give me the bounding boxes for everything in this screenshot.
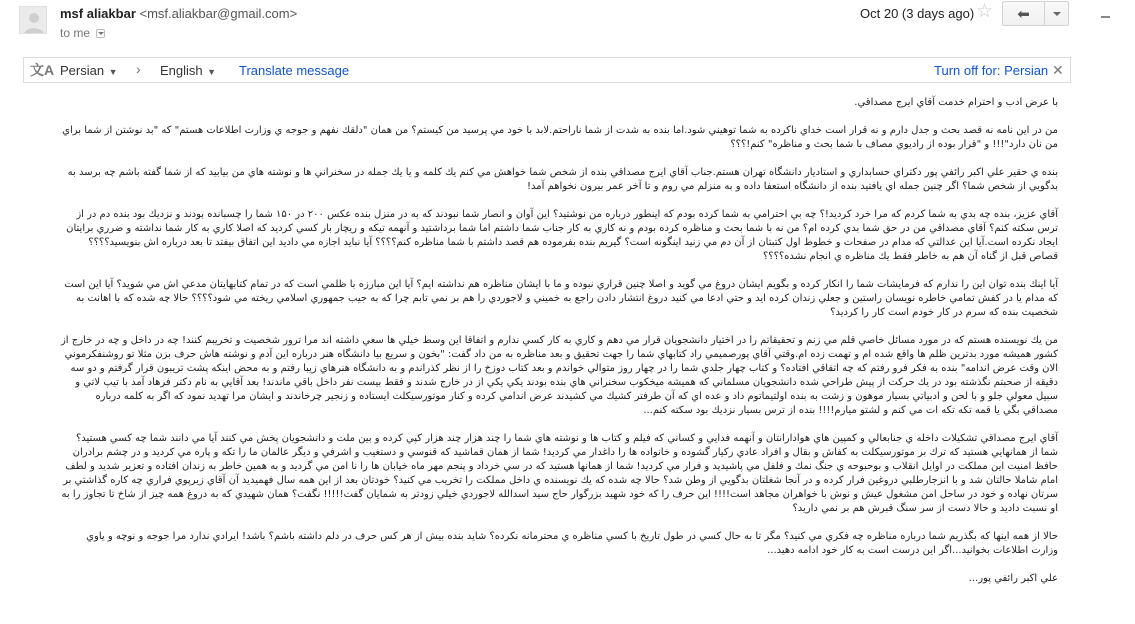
avatar[interactable]: [19, 6, 47, 34]
star-icon[interactable]: ☆: [976, 1, 994, 22]
recipient-details-dropdown-icon[interactable]: [96, 29, 105, 38]
body-paragraph: آقاي عزيز، بنده چه بدي به شما كردم كه مرا خرد كرديد!؟ چه بي احترامي به شما كرده بودم كه اينطور درباره من نوشتيد؟ اين آوان و انصار شما نبودند كه به در منزل بنده عكس ۲۰۰ در ۱۵۰ شما را چسبانده بودند و نزديك بود بنده دم در از ترس سكته كنم؟ آقاي مصداقي من در حق شما بدي كرده ام؟ من نه با شما بحث و مناظره كرده بودم و نه كاري به كار جناب شما داشتم اما شما برداشتيد و آنهمه تيكه و ريچار بار كسي كرديد كه اصلا كاري به كار شما نداشته و ضرري برايتان ايجاد نكرده است.آيا اين عدالتي كه مدام در صفحات و خطوط اول كتبتان از آن دم مي زنيد اينگونه است؟ گيريم بنده بفرموده هم قصد داشتم با شما مناظره كنم؟؟؟؟ آيا نبايد اجازه مي داديد اين اتفاق بيفتد تا بعد درباره اش بنويسيد؟؟؟؟ قصاص قبل از گناه آن هم به خاطر فقط يك مناظره ي انجام نشده؟؟؟؟: [66, 209, 1058, 262]
chevron-down-icon: ▼: [204, 67, 217, 77]
more-actions-button[interactable]: [1045, 1, 1069, 26]
chevron-right-icon: ›: [136, 61, 141, 77]
body-paragraph: من يك نويسنده هستم كه در مورد مسائل خاصي قلم مي زنم و تحقيقاتم را در اختيار دانشجويان قرار مي دهم و كاري به كار كسي ندارم و اتفاقا اين وسط خيلي ها سعي داشته اند مرا ترور شخصيت و تخريبم كنند! چه در داخل و چه در خارج از كشور همیشه مورد بدترين ظلم ها واقع شده ام و تهمت زده ام.وقتي آقاي پورصميمي راد كتابهاي شما را جهت تحقيق و بعد مناظره به من داد گفت: "بخون و سريع بيا دانشگاه هنر درباره اين آدم و نوشته هاش حرف بزن مثلا تو روشنفكرموني الان وقت عرض اندامه" بنده به فكر فرو رفتم كه چه اتفاقي افتاده؟ و كتاب چهار جلدي شما را در چهار روز متوالي خواندم و بعد كتاب دوزخ را از نظر كذراندم و به دانشگاه هنرهاي زيبا رفتم و به محض اينكه پشت تريبون قرار گرفتم و دو سه دقيقه از صحبتم نگذشته بود در يك حركت از پيش طراحي شده دانشجويان مسلماني كه هميشه ميخكوب سخنراني هاي بنده بودند يكي يكي از در خارج شدند و فقط بيست نفر داخل باقي ماندند! بعد آقايي به نام دكتر فرهاد آمد با تيپ لاتي و سبيل معولي جلو و با لحن و ادبياتي بسيار موهون و زشت به بنده اولتيماتوم داد و عده اي كه آن طرفتر كشيك مي كشيدند عرض اندامي كرده و كنار موتورسيكلت ايستاده و زنجير چرخاندند و ايشان مرا تهديد نمود كه اگر به كلمه درباره مصداقي بگي يا قمه تكه تكه ات مي كنم و لشتو ميارم!!!! بنده از ترس بسيار نزديك بود سكته كنم...: [60, 335, 1058, 416]
body-paragraph: آيا اينك بنده توان اين را ندارم كه فرمايشات شما را انكار كرده و بگويم ايشان دروغ مي گويد و اصلا چنين قراري نبوده و ما با ايشان مناظره هم نداشته ايم؟ آيا اين مبارزه با ظلمي است كه در تمام كتابهايتان مدعي اش مي شويد؟ آيا اين است كه مدام يا در كفش تمامي خاطره نويسان راستين و جعلي زندان كرده ايد و حتي ادعا مي كنيد دروغ انتشار دادن راجع به خميني و لاجوردي را هم بر نمي تابم چرا كه به جيب جمهوري اسلامي ريخته مي شود؟؟؟؟ حالا چه شده كه با اهانت به شخصيت بنده كه سرم در كار خودم است كار را كرديد؟: [64, 279, 1058, 318]
translate-message-link[interactable]: Translate message: [239, 63, 350, 78]
chevron-down-icon: [1053, 12, 1061, 16]
sender-name[interactable]: msf aliakbar: [60, 6, 136, 21]
sender-email: <msf.aliakbar@gmail.com>: [139, 6, 298, 21]
target-language-select[interactable]: [160, 63, 216, 78]
body-paragraph: بنده ي حقير علي اكبر رائفي پور دكتراي حسابداري و استاديار دانشگاه تهران هستم.جناب آقاي ايرج مصداقي بنده از شخص شما خواهش مي كنم يك كلمه و يا يك جمله در سخنراني ها و نوشته هاي من بيابيد كه از شما گفته باشم چه برسد به بدگويي از شخص شما؟ اگر چنين جمله اي يافتيد بنده از دانشگاه استعفا داده و به منزلم مي روم و تا آخر عمر بيرون نخواهم آمد!: [67, 167, 1058, 192]
source-language-label: Persian: [60, 63, 105, 78]
body-paragraph: حالا از همه اينها كه بگذريم شما درباره مناظره چه فكري مي كنيد؟ مگر تا به حال كسي در طول تاريخ با كسي مناظره ي محترمانه نكرده؟ شايد بنده بيش از هر كس حرف در دلم داشته باشم؟ باشد! ايرادي ندارد مرا جوجه و نوچه و ياوي وزارت اطلاعات بخوانيد...اگر اين درست است به كار خود ادامه دهيد...: [86, 531, 1058, 556]
turn-off-translation-link[interactable]: Turn off for: Persian: [934, 63, 1049, 78]
recipient-line: [60, 26, 105, 40]
reply-icon: ⬅: [1017, 5, 1030, 23]
chevron-down-icon: ▼: [106, 67, 118, 77]
signature: علي اكبر رائفي پور...: [968, 573, 1058, 584]
target-language-label: English: [160, 63, 203, 78]
body-paragraph: با عرض ادب و احترام خدمت آقاي ايرج مصداقي.: [854, 97, 1058, 108]
message-date: Oct 20 (3 days ago): [860, 6, 975, 21]
translate-bar: [23, 57, 1071, 83]
message-actions: [1002, 1, 1069, 26]
body-paragraph: من در اين نامه نه قصد بحث و جدل دارم و نه قرار است خداي ناكرده به شما توهيني شود.اما بنده به شدت از شما ناراحتم.لابد با خود مي پرسيد من كيستم؟ من همان "دلقك نفهم و جوجه ي وزارت اطلاعات هستم" كه "بد نوشتن از شما براي من نان دارد"!!! و "قرار بوده از راديوي مصاف با شما بحث و مناظره" كنم!؟؟؟: [62, 125, 1058, 150]
close-icon[interactable]: ✕: [1052, 62, 1064, 78]
source-language-select[interactable]: [60, 63, 118, 78]
translate-icon: 文A: [30, 62, 55, 78]
recipient-label: to me: [60, 26, 91, 40]
side-panel-handle[interactable]: [1101, 16, 1110, 18]
body-paragraph: آقاي ايرج مصداقي تشكيلات داخله ي جنابعالي و كمپين هاي هوادارانتان و آنهمه فدايي و كساني كه فيلم و كتاب ها و نوشته هاي شما را چند هزار چند هزار كپي كرده و بين ملت و دانشجويان پخش مي كنند آيا مي دانند شما چه كسي هستيد؟ شما از همانهايي هستيد كه ترك بر موتورسيكلت به كفاش و بقال و افراد عادي ركيار گشوده و خانواده ها را داغدار مي كرديد! شما از همان قماشيد كه قنوسي و دستغيب و اشرفي و ديگر عالمان ما را تكه و پاره مي كرديد و در چشم برادران حافظ امنيت اين مملكت در اوايل انقلاب و بوحبوحه ي جنگ نمك و فلفل مي پاشيديد و فرار مي كرديد! شما از همانها هستيد كه در سي خرداد و پنجم مهر ماه خيابان ها را نا امن مي گرديد و به همين خاطر به زندان افتاده و تعزير شديد و لطف امام شاملا حالتان شد و با انزجارطلبي دروغين فرار كرده و در آنجا شغلتان بدگويي از وطن شد؟ حالا چه شده كه يك نويسنده ي داخل مملكت را تخريب مي كنيد؟ خودتان بعد از اين همه سال فهميديد آن آقاي زيرپوي فراري چه كاره گذاشتي بر سرتان نهاده و خود در ساحل امن مشغول عيش و نوش با خواهران مجاهد است!!!! اين حرف را كه خود شهيد بزرگوار حاج سيد اسدالله لاجوردي خيلي زودتر به شمايان گفت!!!!! نگفت؟ همان شهيدي كه به دروغ همه چيز از شاخ تا تجاوز را به او نسبت داديد و حالا دست از سر سنگ قبرش هم بر نمي داريد؟: [61, 433, 1058, 514]
reply-button[interactable]: [1002, 1, 1045, 26]
person-icon: [20, 7, 47, 34]
message-body: [60, 96, 1058, 600]
sender-line: [60, 6, 297, 21]
